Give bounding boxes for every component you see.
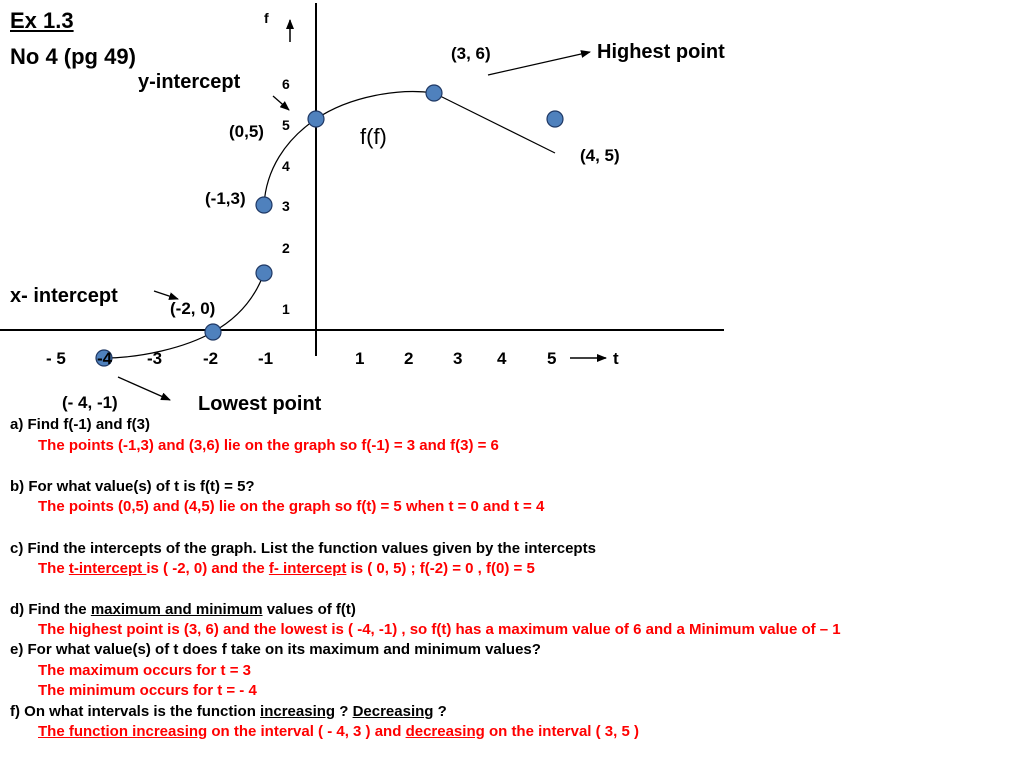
data-point	[256, 265, 272, 281]
f-intercept-term: f- intercept	[268, 560, 347, 577]
question-f-part: f) On what intervals is the function	[10, 703, 261, 720]
data-point	[547, 111, 563, 127]
x-axis-label: t	[613, 349, 619, 368]
x-tick: -2	[203, 349, 219, 368]
highest-point-label: Highest point	[597, 41, 725, 63]
answer-e-min: The minimum occurs for t = - 4	[38, 682, 257, 699]
x-intercept-arrow	[154, 291, 178, 299]
x-tick: - 5	[46, 349, 66, 368]
question-c: c) Find the intercepts of the graph. List the function values given by the intercepts	[10, 540, 596, 557]
y-tick: 1	[282, 301, 290, 317]
x-tick: 4	[497, 349, 507, 368]
y-intercept-label: y-intercept	[138, 71, 241, 93]
x-tick: 1	[355, 349, 365, 368]
decreasing-term-answer: decreasing	[405, 723, 485, 740]
question-f-part: ?	[433, 703, 447, 720]
y-tick: 4	[282, 158, 290, 174]
lowest-arrow	[118, 377, 170, 400]
y-tick: 2	[282, 240, 290, 256]
y-tick: 6	[282, 76, 290, 92]
data-point	[205, 324, 221, 340]
x-tick: 2	[404, 349, 414, 368]
question-b: b) For what value(s) of t is f(t) = 5?	[10, 478, 255, 495]
lowest-point-label: Lowest point	[198, 393, 322, 415]
y-tick: 3	[282, 198, 290, 214]
data-point	[308, 111, 324, 127]
max-min-term: maximum and minimum	[90, 601, 263, 618]
x-tick: -3	[147, 349, 163, 368]
title-line-2: No 4 (pg 49)	[10, 44, 136, 69]
point-label-neg1-3: (-1,3)	[205, 189, 246, 208]
answer-e-max: The maximum occurs for t = 3	[38, 662, 251, 679]
x-tick: -4	[97, 349, 113, 368]
answer-a: The points (-1,3) and (3,6) lie on the graph so f(-1) = 3 and f(3) = 6	[38, 437, 499, 454]
y-intercept-arrow	[273, 96, 289, 110]
answer-c-part: is ( -2, 0) and the	[146, 560, 269, 577]
curve-upper	[264, 92, 434, 205]
question-f-part: ?	[335, 703, 353, 720]
data-point	[426, 85, 442, 101]
function-increasing-term: The function increasing	[38, 723, 208, 740]
t-intercept-term: t-intercept	[68, 560, 147, 577]
question-d-part: d) Find the	[10, 601, 91, 618]
y-axis-label: f	[264, 10, 269, 26]
point-label-min: (- 4, -1)	[62, 393, 118, 412]
decreasing-term: Decreasing	[352, 703, 434, 720]
x-tick: 5	[547, 349, 557, 368]
answer-c-part: is ( 0, 5) ; f(-2) = 0 , f(0) = 5	[346, 560, 535, 577]
curve-label: f(f)	[360, 124, 387, 149]
answer-d: The highest point is (3, 6) and the lowest is ( -4, -1) , so f(t) has a maximum value of 6 and a Minimum value of – 1	[38, 621, 841, 638]
y-tick: 5	[282, 117, 290, 133]
curve-segment	[434, 93, 555, 153]
title-line-1: Ex 1.3	[10, 8, 74, 33]
question-a: a) Find f(-1) and f(3)	[10, 416, 150, 433]
question-d	[10, 601, 356, 618]
point-label-neg2-0: (-2, 0)	[170, 299, 216, 318]
answer-b: The points (0,5) and (4,5) lie on the graph so f(t) = 5 when t = 0 and t = 4	[38, 498, 545, 515]
question-e: e) For what value(s) of t does f take on its maximum and minimum values?	[10, 641, 541, 658]
data-point	[256, 197, 272, 213]
question-f	[10, 703, 447, 720]
point-label-0-5: (0,5)	[229, 122, 264, 141]
data-points	[96, 85, 563, 366]
point-label-max: (3, 6)	[451, 44, 491, 63]
question-d-part: values of f(t)	[262, 601, 356, 618]
x-tick: 3	[453, 349, 463, 368]
x-intercept-label: x- intercept	[10, 285, 118, 307]
increasing-term: increasing	[260, 703, 336, 720]
answer-f	[38, 723, 639, 740]
answer-c-part: The	[38, 560, 69, 577]
answer-f-part: on the interval ( 3, 5 )	[484, 723, 639, 740]
point-label-4-5: (4, 5)	[580, 146, 620, 165]
x-tick: -1	[258, 349, 274, 368]
highest-arrow	[488, 52, 590, 75]
answer-f-part: on the interval ( - 4, 3 ) and	[207, 723, 406, 740]
answer-c	[38, 560, 535, 577]
